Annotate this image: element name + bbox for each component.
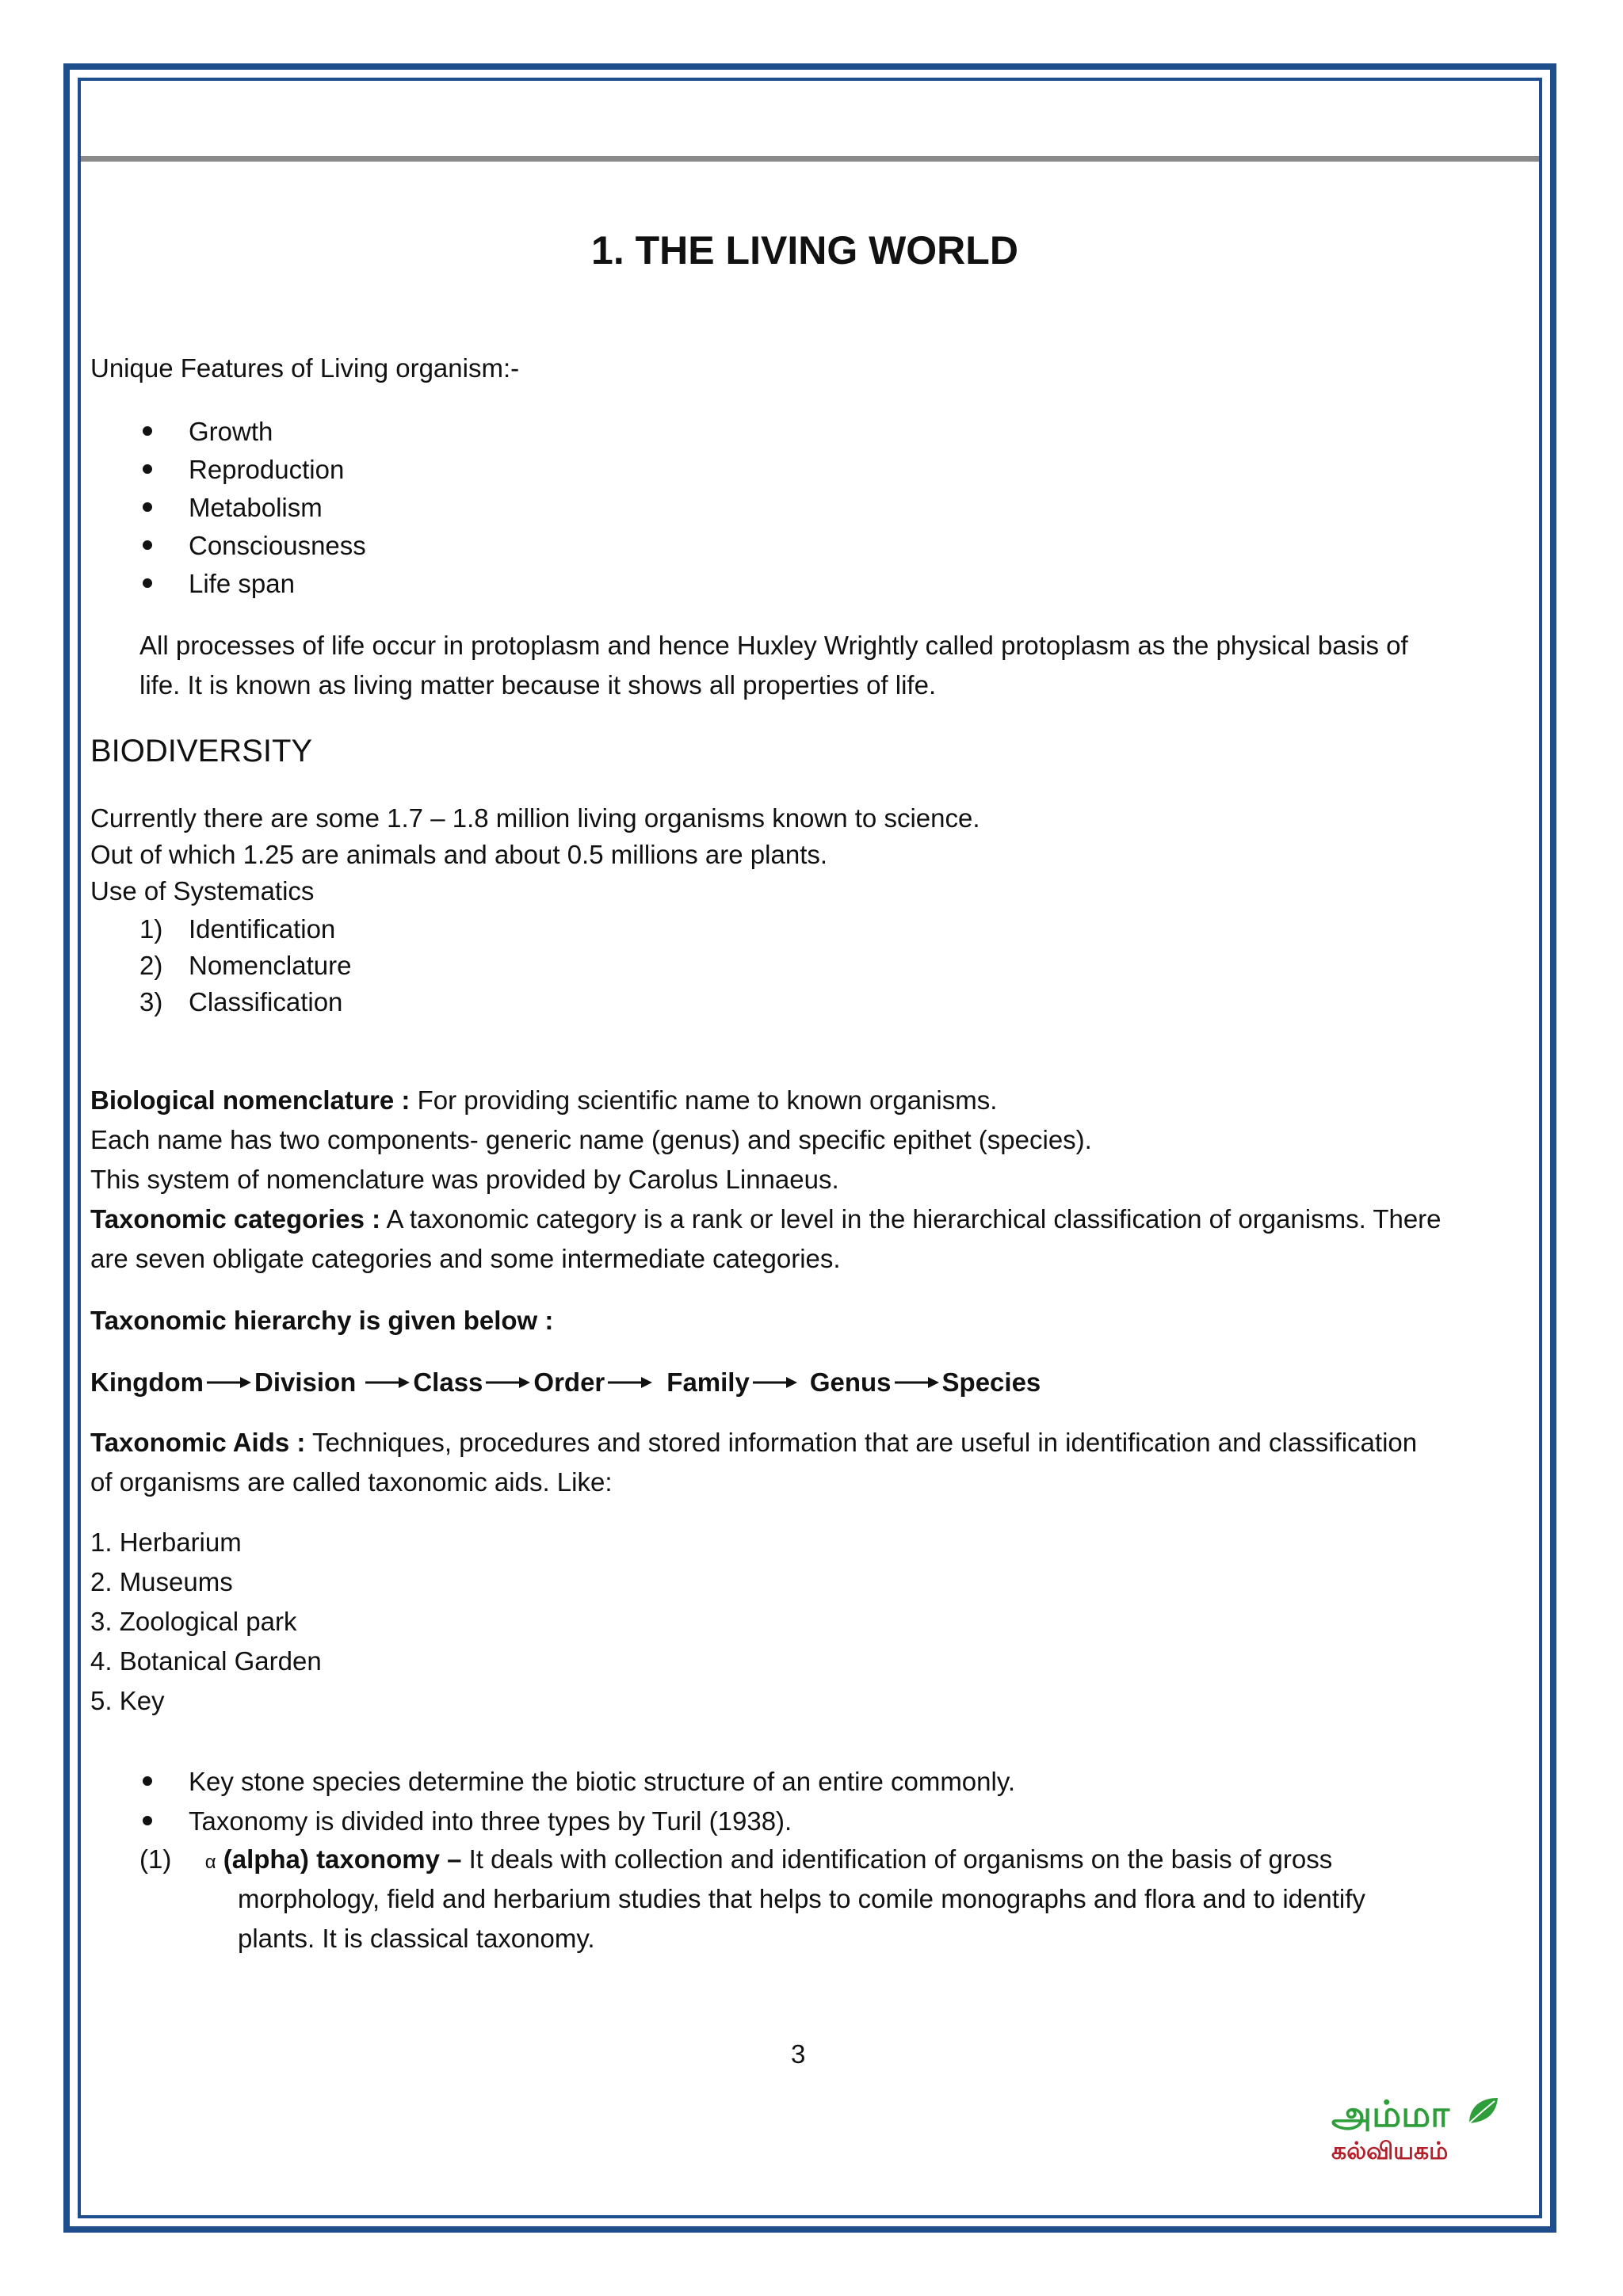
categories-line-2: are seven obligate categories and some intermediate categories.: [90, 1244, 841, 1273]
features-heading: Unique Features of Living organism:-: [90, 353, 520, 383]
hierarchy-rank: Kingdom: [90, 1367, 204, 1397]
hierarchy-rank: Family: [666, 1367, 750, 1397]
list-item: 3. Zoological park: [90, 1607, 297, 1636]
hierarchy-rank: Division: [254, 1367, 357, 1397]
biodiversity-line: Use of Systematics: [90, 876, 315, 906]
taxonomic-hierarchy: [90, 1363, 1041, 1402]
bullet-icon: [143, 578, 152, 588]
list-item: 1. Herbarium: [90, 1527, 242, 1557]
bullet-icon: [143, 502, 152, 512]
arrow-right-icon: [751, 1375, 799, 1390]
list-item: Reproduction: [189, 455, 345, 484]
arrow-right-icon: [205, 1375, 253, 1390]
term-label: Taxonomic categories :: [90, 1204, 381, 1234]
biodiversity-line: Out of which 1.25 are animals and about 0.5 millions are plants.: [90, 840, 828, 869]
alpha-line-1: [139, 1840, 1332, 1882]
aids-line-1: [90, 1423, 1417, 1462]
list-item: Growth: [189, 417, 273, 446]
list-item: 5. Key: [90, 1686, 165, 1715]
term-definition: It deals with collection and identification of organisms on the basis of gross: [461, 1844, 1333, 1874]
bullet-icon: [143, 540, 152, 550]
bullet-icon: [143, 426, 152, 436]
arrow-right-icon: [606, 1375, 654, 1390]
bullet-icon: [143, 1816, 152, 1825]
nomenclature-line-2: Each name has two components- generic name (genus) and specific epithet (species).: [90, 1125, 1092, 1154]
list-item: Nomenclature: [189, 951, 352, 980]
categories-line-1: [90, 1199, 1442, 1238]
logo-line-1: அம்மா: [1331, 2092, 1450, 2135]
alpha-line-3: plants. It is classical taxonomy.: [238, 1924, 595, 1953]
header-rule: [81, 156, 1539, 162]
biodiversity-heading: BIODIVERSITY: [90, 734, 313, 769]
nomenclature-line-3: This system of nomenclature was provided by Carolus Linnaeus.: [90, 1165, 839, 1194]
term-definition: A taxonomic category is a rank or level in the hierarchical classification of organisms. There: [380, 1204, 1442, 1234]
alpha-line-2: morphology, field and herbarium studies that helps to comile monographs and flora and to identify: [238, 1884, 1365, 1913]
list-number: (1): [139, 1844, 172, 1874]
list-item: Taxonomy is divided into three types by Turil (1938).: [189, 1806, 792, 1836]
term-definition: Techniques, procedures and stored information that are useful in identification and classification: [305, 1428, 1418, 1457]
list-item: Consciousness: [189, 531, 366, 560]
hierarchy-heading: Taxonomic hierarchy is given below :: [90, 1306, 554, 1335]
term-label: Biological nomenclature :: [90, 1085, 411, 1115]
brand-logo: [1331, 2092, 1506, 2179]
list-number: 3): [139, 987, 163, 1016]
term-definition: For providing scientific name to known organisms.: [410, 1085, 998, 1115]
list-item: Life span: [189, 569, 295, 598]
protoplasm-line-1: All processes of life occur in protoplasm and hence Huxley Wrightly called protoplasm as the physical basis of: [139, 631, 1408, 660]
term-label: (alpha) taxonomy –: [223, 1844, 462, 1874]
biodiversity-line: Currently there are some 1.7 – 1.8 million living organisms known to science.: [90, 803, 980, 833]
page-title: 1. THE LIVING WORLD: [591, 228, 1018, 273]
list-item: Classification: [189, 987, 343, 1016]
alpha-symbol: α: [204, 1852, 216, 1873]
list-number: 2): [139, 951, 163, 980]
list-number: 1): [139, 914, 163, 944]
hierarchy-rank: Class: [413, 1367, 483, 1397]
protoplasm-line-2: life. It is known as living matter because it shows all properties of life.: [139, 670, 937, 700]
list-item: Metabolism: [189, 493, 323, 522]
arrow-right-icon: [484, 1375, 532, 1390]
list-item: Identification: [189, 914, 336, 944]
arrow-right-icon: [364, 1375, 411, 1390]
aids-line-2: of organisms are called taxonomic aids. Like:: [90, 1467, 613, 1497]
list-item: 2. Museums: [90, 1567, 233, 1596]
nomenclature-line-1: [90, 1081, 997, 1119]
list-item: Key stone species determine the biotic structure of an entire commonly.: [189, 1767, 1016, 1796]
hierarchy-rank: Species: [941, 1367, 1041, 1397]
bullet-icon: [143, 464, 152, 474]
logo-line-2: கல்வியகம்: [1331, 2138, 1449, 2165]
page-number: 3: [791, 2039, 806, 2069]
list-item: 4. Botanical Garden: [90, 1646, 322, 1676]
leaf-icon: [1465, 2095, 1501, 2126]
arrow-right-icon: [893, 1375, 941, 1390]
hierarchy-rank: Genus: [809, 1367, 892, 1397]
term-label: Taxonomic Aids :: [90, 1428, 306, 1457]
bullet-icon: [143, 1776, 152, 1786]
hierarchy-rank: Order: [533, 1367, 605, 1397]
